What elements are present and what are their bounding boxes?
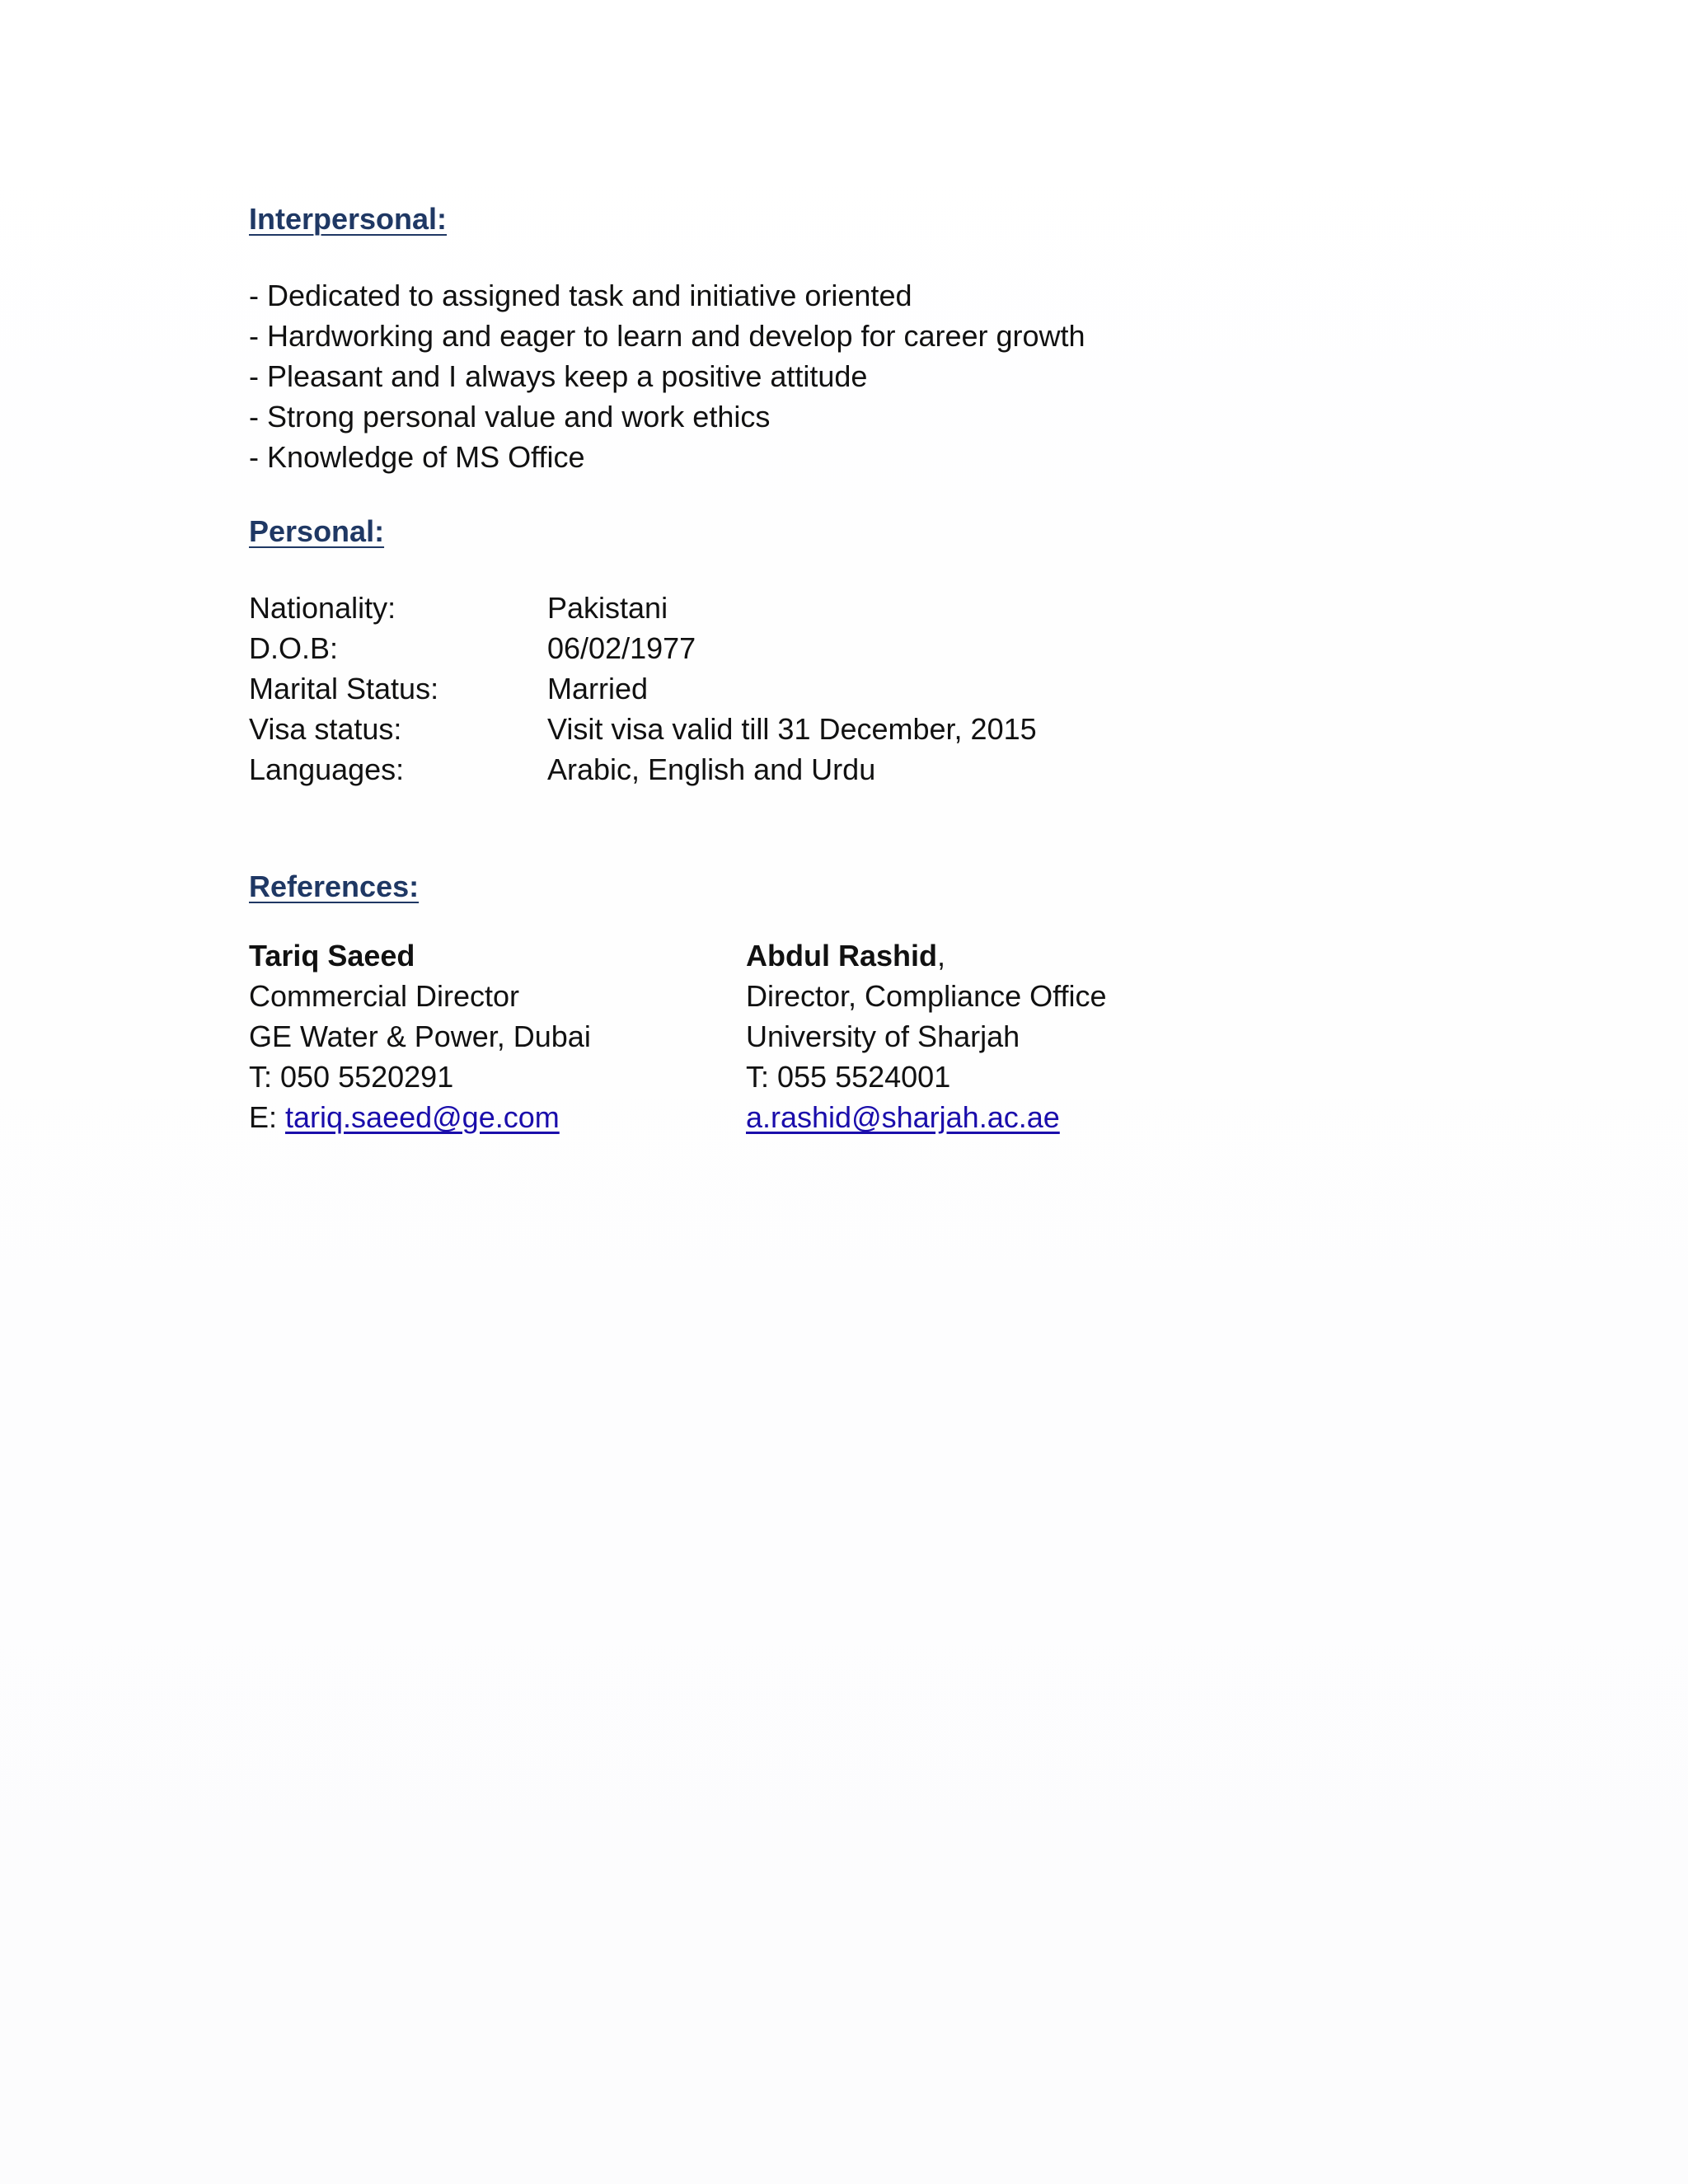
personal-value: Pakistani: [547, 591, 668, 625]
reference-email-prefix: E:: [249, 1100, 286, 1134]
reference-name: Tariq Saeed: [249, 939, 415, 972]
list-item: - Hardworking and eager to learn and develop for career growth: [249, 319, 1085, 353]
reference-title: Director, Compliance Office: [746, 979, 1107, 1013]
list-item: - Strong personal value and work ethics: [249, 400, 771, 434]
personal-row-dob: [249, 628, 1403, 668]
reference-name: Abdul Rashid: [746, 939, 937, 972]
reference-phone: T: 050 5520291: [249, 1060, 454, 1094]
interpersonal-list: [249, 275, 1403, 477]
reference-email-line: [746, 1097, 1107, 1137]
list-item: - Dedicated to assigned task and initiative oriented: [249, 279, 912, 312]
list-item: - Knowledge of MS Office: [249, 440, 585, 474]
personal-row-nationality: [249, 588, 1403, 628]
personal-value: Arabic, English and Urdu: [547, 752, 876, 786]
reference-organization: GE Water & Power, Dubai: [249, 1019, 591, 1053]
references-heading: References:: [249, 869, 420, 903]
personal-label: Nationality:: [249, 591, 396, 625]
reference-name-line: [746, 935, 1107, 976]
personal-label: Visa status:: [249, 712, 402, 746]
references-block: [249, 935, 1403, 1150]
reference-title: Commercial Director: [249, 979, 520, 1013]
reference-email-line: [249, 1097, 591, 1137]
personal-row-languages: [249, 749, 1403, 790]
reference-phone: T: 055 5524001: [746, 1060, 951, 1094]
personal-value: Visit visa valid till 31 December, 2015: [547, 712, 1037, 746]
personal-row-marital-status: [249, 668, 1403, 709]
personal-heading: Personal:: [249, 514, 385, 548]
personal-label: D.O.B:: [249, 631, 339, 665]
reference-name-suffix: ,: [937, 939, 946, 972]
personal-value: 06/02/1977: [547, 631, 696, 665]
reference-email-link[interactable]: tariq.saeed@ge.com: [285, 1100, 560, 1134]
document-content: [249, 194, 1403, 1150]
reference-left: [249, 935, 591, 1137]
list-item: - Pleasant and I always keep a positive attitude: [249, 359, 868, 393]
personal-label: Languages:: [249, 752, 405, 786]
personal-details: [249, 588, 1403, 790]
reference-right: [746, 935, 1107, 1137]
reference-organization: University of Sharjah: [746, 1019, 1020, 1053]
personal-value: Married: [547, 672, 649, 705]
reference-email-link[interactable]: a.rashid@sharjah.ac.ae: [746, 1100, 1060, 1134]
personal-label: Marital Status:: [249, 672, 439, 705]
personal-row-visa-status: [249, 709, 1403, 749]
interpersonal-heading: Interpersonal:: [249, 202, 448, 236]
